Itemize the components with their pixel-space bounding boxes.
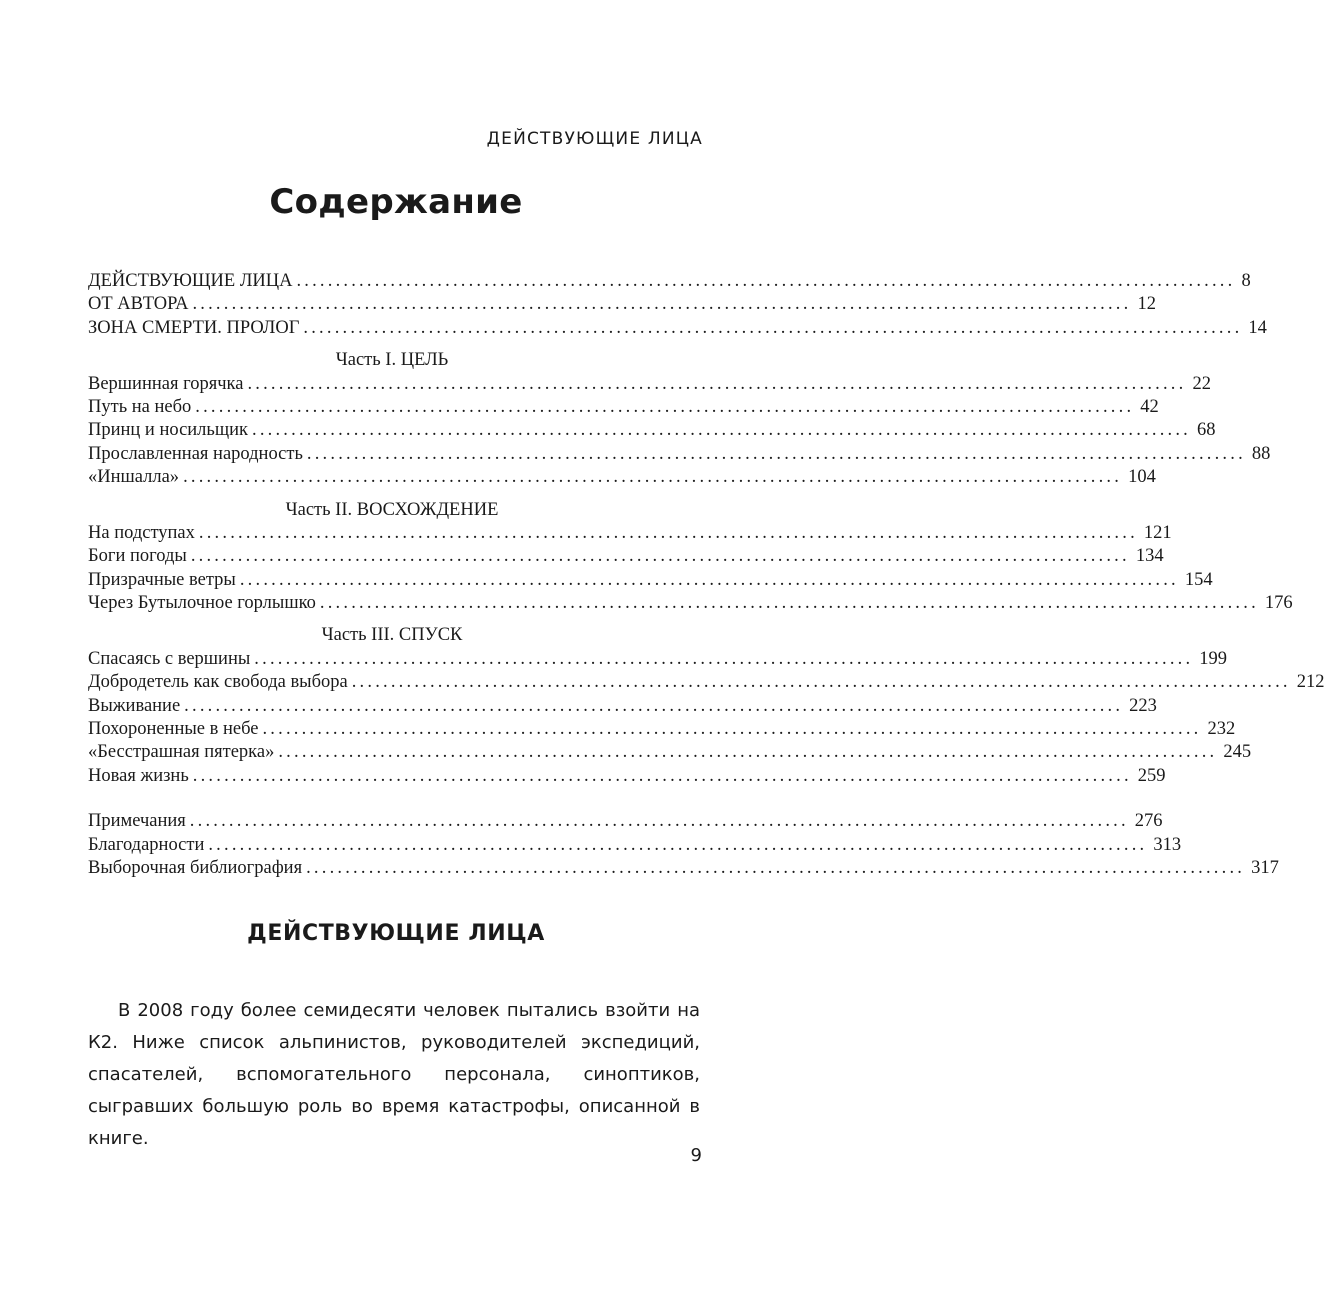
body-paragraph: В 2008 году более семидесяти человек пытались взойти на К2. Ниже список альпинистов, руководителей экспедиций, спасателей, вспомогательного персонала, синоптиков, сыгравших большую роль во время катастрофы, описанной в книге. — [88, 1000, 700, 1149]
toc-leader-dots: ........................................................................................................................ — [303, 317, 1243, 338]
toc-entry-title: ОТ АВТОРА — [88, 294, 189, 315]
toc-leader-dots: ........................................................................................................................ — [351, 672, 1291, 693]
toc-entry[interactable] — [88, 317, 1267, 340]
toc-part-group — [88, 373, 1271, 490]
toc-entry-page: 317 — [1251, 857, 1279, 878]
toc-leader-dots: ........................................................................................................................ — [306, 443, 1246, 464]
section-heading: ДЕЙСТВУЮЩИЕ ЛИЦА — [247, 921, 545, 946]
toc-entry-title: Благодарности — [88, 834, 205, 855]
toc-entry-title: Боги погоды — [88, 546, 187, 567]
toc-entry-title: Добродетель как свобода выбора — [88, 672, 348, 693]
toc-leader-dots: ........................................................................................................................ — [306, 857, 1246, 878]
toc-entry-page: 199 — [1199, 648, 1228, 669]
toc-entry[interactable] — [88, 443, 1271, 466]
toc-entry-title: Принц и носильщик — [88, 420, 248, 441]
toc-entry[interactable] — [88, 810, 1163, 833]
toc-entry[interactable] — [88, 293, 1156, 316]
table-of-contents — [88, 270, 1324, 880]
toc-entry-page: 12 — [1137, 294, 1156, 315]
toc-entry[interactable] — [88, 741, 1252, 764]
toc-entry[interactable] — [88, 671, 1324, 694]
toc-part-group — [88, 522, 1293, 616]
toc-part-heading: Часть III. СПУСК — [321, 625, 463, 646]
toc-part-group — [88, 648, 1324, 788]
toc-entry-page: 223 — [1129, 695, 1157, 716]
toc-entry[interactable] — [88, 522, 1172, 545]
toc-entry-title: Похороненные в небе — [88, 719, 259, 740]
toc-leader-dots: ........................................................................................................................ — [319, 593, 1259, 614]
toc-entry[interactable] — [88, 765, 1166, 788]
toc-entry[interactable] — [88, 718, 1236, 741]
toc-entry-title: Путь на небо — [88, 396, 192, 417]
toc-leader-dots: ........................................................................................................................ — [189, 811, 1129, 832]
toc-entry-page: 88 — [1251, 443, 1271, 464]
toc-entry-page: 134 — [1135, 546, 1164, 567]
toc-entry[interactable] — [88, 545, 1164, 568]
toc-entry[interactable] — [88, 419, 1216, 442]
toc-entry[interactable] — [88, 648, 1228, 671]
toc-entry-page: 232 — [1207, 719, 1236, 740]
running-head: ДЕЙСТВУЮЩИЕ ЛИЦА — [486, 129, 703, 149]
toc-entry-title: «Бесстрашная пятерка» — [88, 742, 275, 763]
toc-entry-page: 22 — [1192, 373, 1211, 394]
toc-leader-dots: ........................................................................................................................ — [190, 546, 1130, 567]
toc-entry-page: 245 — [1223, 742, 1252, 763]
toc-entry-title: ДЕЙСТВУЮЩИЕ ЛИЦА — [88, 271, 293, 291]
toc-entry[interactable] — [88, 592, 1293, 615]
toc-entry-page: 42 — [1140, 396, 1159, 417]
toc-entry[interactable] — [88, 834, 1182, 857]
toc-entry-title: Прославленная народность — [88, 443, 303, 464]
toc-entry[interactable] — [88, 270, 1251, 293]
toc-leader-dots: ........................................................................................................................ — [192, 294, 1132, 315]
toc-entry[interactable] — [88, 695, 1157, 718]
toc-leader-dots: ........................................................................................................................ — [252, 420, 1191, 441]
toc-entry[interactable] — [88, 396, 1159, 419]
toc-entry-title: Спасаясь с вершины — [88, 648, 251, 669]
toc-entry-title: Выживание — [88, 695, 181, 716]
toc-leader-dots: ........................................................................................................................ — [278, 742, 1218, 763]
page-title: Содержание — [269, 182, 523, 222]
toc-entry-title: Призрачные ветры — [88, 569, 236, 590]
toc-entry-title: Новая жизнь — [88, 765, 189, 786]
toc-entry-title: ЗОНА СМЕРТИ. ПРОЛОГ — [88, 317, 300, 338]
toc-entry-title: Примечания — [88, 811, 186, 832]
toc-entry-title: Выборочная библиография — [88, 857, 303, 878]
toc-spacer — [88, 788, 696, 810]
toc-leader-dots: ........................................................................................................................ — [198, 522, 1138, 543]
toc-leader-dots: ........................................................................................................................ — [183, 467, 1123, 488]
toc-leader-dots: ........................................................................................................................ — [296, 271, 1236, 291]
toc-front-group — [88, 270, 1267, 340]
toc-leader-dots: ........................................................................................................................ — [254, 648, 1194, 669]
toc-entry[interactable] — [88, 373, 1211, 396]
toc-leader-dots: ........................................................................................................................ — [192, 765, 1132, 786]
toc-entry-page: 154 — [1184, 569, 1213, 590]
toc-entry-page: 176 — [1264, 593, 1293, 614]
toc-leader-dots: ........................................................................................................................ — [247, 373, 1187, 394]
toc-entry-page: 276 — [1134, 811, 1163, 832]
toc-leader-dots: ........................................................................................................................ — [195, 396, 1135, 417]
toc-entry[interactable] — [88, 466, 1156, 489]
toc-entry-page: 104 — [1128, 467, 1156, 488]
toc-entry-page: 121 — [1143, 522, 1172, 543]
toc-entry[interactable] — [88, 569, 1213, 592]
toc-back-group — [88, 810, 1279, 880]
toc-entry-page: 313 — [1153, 834, 1182, 855]
toc-entry-page: 68 — [1197, 420, 1216, 441]
page-number: 9 — [690, 1145, 702, 1166]
toc-leader-dots: ........................................................................................................................ — [239, 569, 1179, 590]
toc-leader-dots: ........................................................................................................................ — [184, 695, 1124, 716]
toc-part-heading: Часть I. ЦЕЛЬ — [335, 350, 449, 371]
toc-entry-page: 259 — [1137, 765, 1166, 786]
toc-entry-page: 8 — [1241, 271, 1251, 291]
toc-entry-title: На подступах — [88, 522, 195, 543]
toc-leader-dots: ........................................................................................................................ — [208, 834, 1148, 855]
toc-entry[interactable] — [88, 857, 1279, 880]
toc-entry-title: Через Бутылочное горлышко — [88, 593, 316, 614]
toc-entry-page: 212 — [1296, 672, 1324, 693]
toc-part-heading: Часть II. ВОСХОЖДЕНИЕ — [285, 499, 499, 520]
toc-entry-title: «Иншалла» — [88, 467, 180, 488]
toc-leader-dots: ........................................................................................................................ — [262, 719, 1202, 740]
toc-entry-page: 14 — [1248, 317, 1267, 338]
toc-entry-title: Вершинная горячка — [88, 373, 244, 394]
